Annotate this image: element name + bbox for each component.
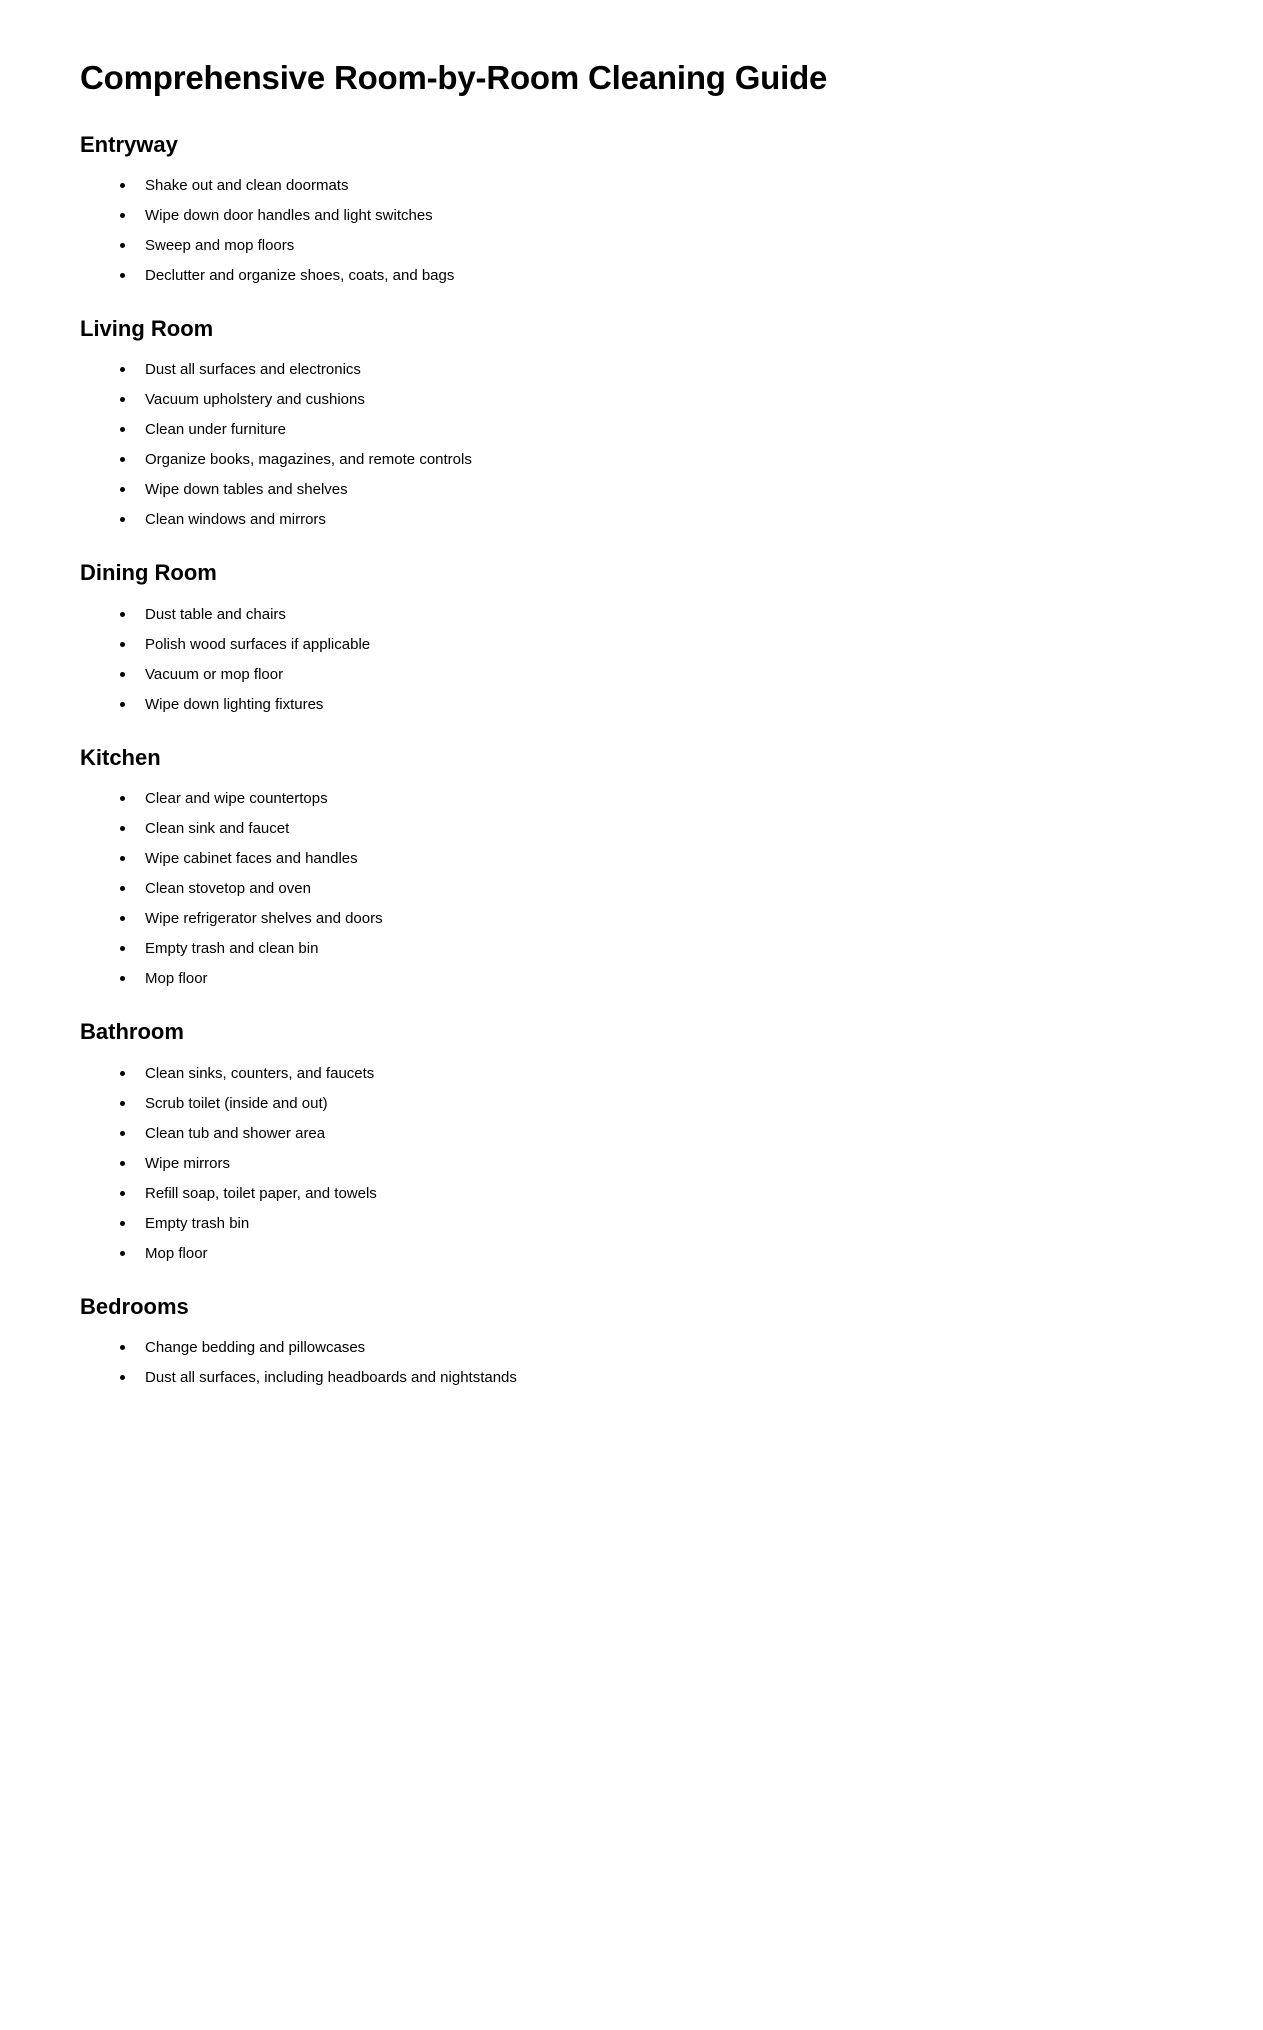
bullet-icon bbox=[120, 1345, 125, 1350]
bullet-icon bbox=[120, 183, 125, 188]
page-title: Comprehensive Room-by-Room Cleaning Guide bbox=[80, 59, 828, 96]
list-item-label: Dust all surfaces and electronics bbox=[145, 361, 361, 379]
bullet-icon bbox=[120, 1221, 125, 1226]
list-item-label: Empty trash bin bbox=[145, 1214, 250, 1232]
list-item-label: Dust all surfaces, including headboards and nightstands bbox=[145, 1368, 517, 1386]
bullet-icon bbox=[120, 702, 125, 707]
section-heading: Dining Room bbox=[80, 560, 217, 586]
room-section bbox=[80, 1019, 1183, 1263]
bullet-icon bbox=[120, 796, 125, 801]
list-item bbox=[120, 390, 1183, 410]
list-item bbox=[120, 1154, 1183, 1174]
list-item-label: Wipe cabinet faces and handles bbox=[145, 850, 358, 868]
list-item bbox=[120, 176, 1183, 196]
section-heading: Living Room bbox=[80, 315, 214, 341]
list-item-label: Wipe refrigerator shelves and doors bbox=[145, 910, 383, 928]
list-item-label: Clean windows and mirrors bbox=[145, 511, 326, 529]
bullet-icon bbox=[120, 1071, 125, 1076]
list-item bbox=[120, 1338, 1183, 1358]
list-item bbox=[120, 879, 1183, 899]
list-item bbox=[120, 819, 1183, 839]
task-list bbox=[80, 789, 1183, 989]
list-item-label: Clean sink and faucet bbox=[145, 820, 290, 838]
list-item-label: Mop floor bbox=[145, 970, 208, 988]
list-item-label: Clean stovetop and oven bbox=[145, 880, 311, 898]
room-section bbox=[80, 316, 1183, 530]
list-item-label: Wipe down lighting fixtures bbox=[145, 695, 324, 713]
section-heading: Bathroom bbox=[80, 1019, 184, 1045]
list-item-label: Sweep and mop floors bbox=[145, 236, 295, 254]
list-item-label: Shake out and clean doormats bbox=[145, 176, 349, 194]
bullet-icon bbox=[120, 487, 125, 492]
list-item bbox=[120, 1064, 1183, 1084]
bullet-icon bbox=[120, 612, 125, 617]
list-item bbox=[120, 450, 1183, 470]
list-item-label: Clean sinks, counters, and faucets bbox=[145, 1064, 375, 1082]
section-heading: Kitchen bbox=[80, 744, 161, 770]
list-item-label: Clean under furniture bbox=[145, 421, 286, 439]
task-list bbox=[80, 605, 1183, 715]
bullet-icon bbox=[120, 427, 125, 432]
list-item-label: Organize books, magazines, and remote controls bbox=[145, 451, 472, 469]
bullet-icon bbox=[120, 213, 125, 218]
section-heading: Entryway bbox=[80, 131, 178, 157]
list-item bbox=[120, 1214, 1183, 1234]
list-item-label: Vacuum upholstery and cushions bbox=[145, 391, 365, 409]
list-item bbox=[120, 480, 1183, 500]
room-section bbox=[80, 560, 1183, 714]
list-item bbox=[120, 1094, 1183, 1114]
list-item-label: Polish wood surfaces if applicable bbox=[145, 635, 371, 653]
list-item-label: Dust table and chairs bbox=[145, 605, 286, 623]
list-item bbox=[120, 939, 1183, 959]
list-item bbox=[120, 360, 1183, 380]
bullet-icon bbox=[120, 273, 125, 278]
bullet-icon bbox=[120, 1101, 125, 1106]
list-item-label: Wipe mirrors bbox=[145, 1154, 230, 1172]
list-item bbox=[120, 695, 1183, 715]
room-section bbox=[80, 1294, 1183, 1388]
bullet-icon bbox=[120, 367, 125, 372]
task-list bbox=[80, 176, 1183, 286]
list-item-label: Wipe down door handles and light switches bbox=[145, 206, 433, 224]
list-item bbox=[120, 635, 1183, 655]
list-item bbox=[120, 206, 1183, 226]
bullet-icon bbox=[120, 886, 125, 891]
bullet-icon bbox=[120, 1191, 125, 1196]
room-section bbox=[80, 132, 1183, 286]
bullet-icon bbox=[120, 243, 125, 248]
list-item bbox=[120, 909, 1183, 929]
bullet-icon bbox=[120, 517, 125, 522]
bullet-icon bbox=[120, 976, 125, 981]
list-item bbox=[120, 849, 1183, 869]
list-item bbox=[120, 605, 1183, 625]
list-item-label: Mop floor bbox=[145, 1244, 208, 1262]
bullet-icon bbox=[120, 1131, 125, 1136]
list-item-label: Wipe down tables and shelves bbox=[145, 481, 348, 499]
bullet-icon bbox=[120, 672, 125, 677]
list-item-label: Vacuum or mop floor bbox=[145, 665, 284, 683]
bullet-icon bbox=[120, 946, 125, 951]
room-section bbox=[80, 745, 1183, 989]
list-item bbox=[120, 266, 1183, 286]
sections-container bbox=[80, 132, 1183, 1388]
bullet-icon bbox=[120, 1161, 125, 1166]
section-heading: Bedrooms bbox=[80, 1293, 189, 1319]
list-item-label: Change bedding and pillowcases bbox=[145, 1338, 366, 1356]
bullet-icon bbox=[120, 916, 125, 921]
bullet-icon bbox=[120, 457, 125, 462]
bullet-icon bbox=[120, 1375, 125, 1380]
task-list bbox=[80, 360, 1183, 530]
list-item bbox=[120, 1124, 1183, 1144]
task-list bbox=[80, 1064, 1183, 1264]
bullet-icon bbox=[120, 826, 125, 831]
list-item bbox=[120, 510, 1183, 530]
list-item-label: Clean tub and shower area bbox=[145, 1124, 326, 1142]
list-item bbox=[120, 420, 1183, 440]
list-item-label: Declutter and organize shoes, coats, and bags bbox=[145, 266, 455, 284]
bullet-icon bbox=[120, 856, 125, 861]
list-item-label: Refill soap, toilet paper, and towels bbox=[145, 1184, 377, 1202]
list-item bbox=[120, 665, 1183, 685]
list-item bbox=[120, 1244, 1183, 1264]
bullet-icon bbox=[120, 1251, 125, 1256]
list-item bbox=[120, 969, 1183, 989]
list-item bbox=[120, 1368, 1183, 1388]
list-item-label: Scrub toilet (inside and out) bbox=[145, 1094, 328, 1112]
list-item bbox=[120, 1184, 1183, 1204]
bullet-icon bbox=[120, 642, 125, 647]
list-item bbox=[120, 789, 1183, 809]
list-item-label: Clear and wipe countertops bbox=[145, 790, 328, 808]
bullet-icon bbox=[120, 397, 125, 402]
list-item-label: Empty trash and clean bin bbox=[145, 940, 319, 958]
list-item bbox=[120, 236, 1183, 256]
task-list bbox=[80, 1338, 1183, 1388]
